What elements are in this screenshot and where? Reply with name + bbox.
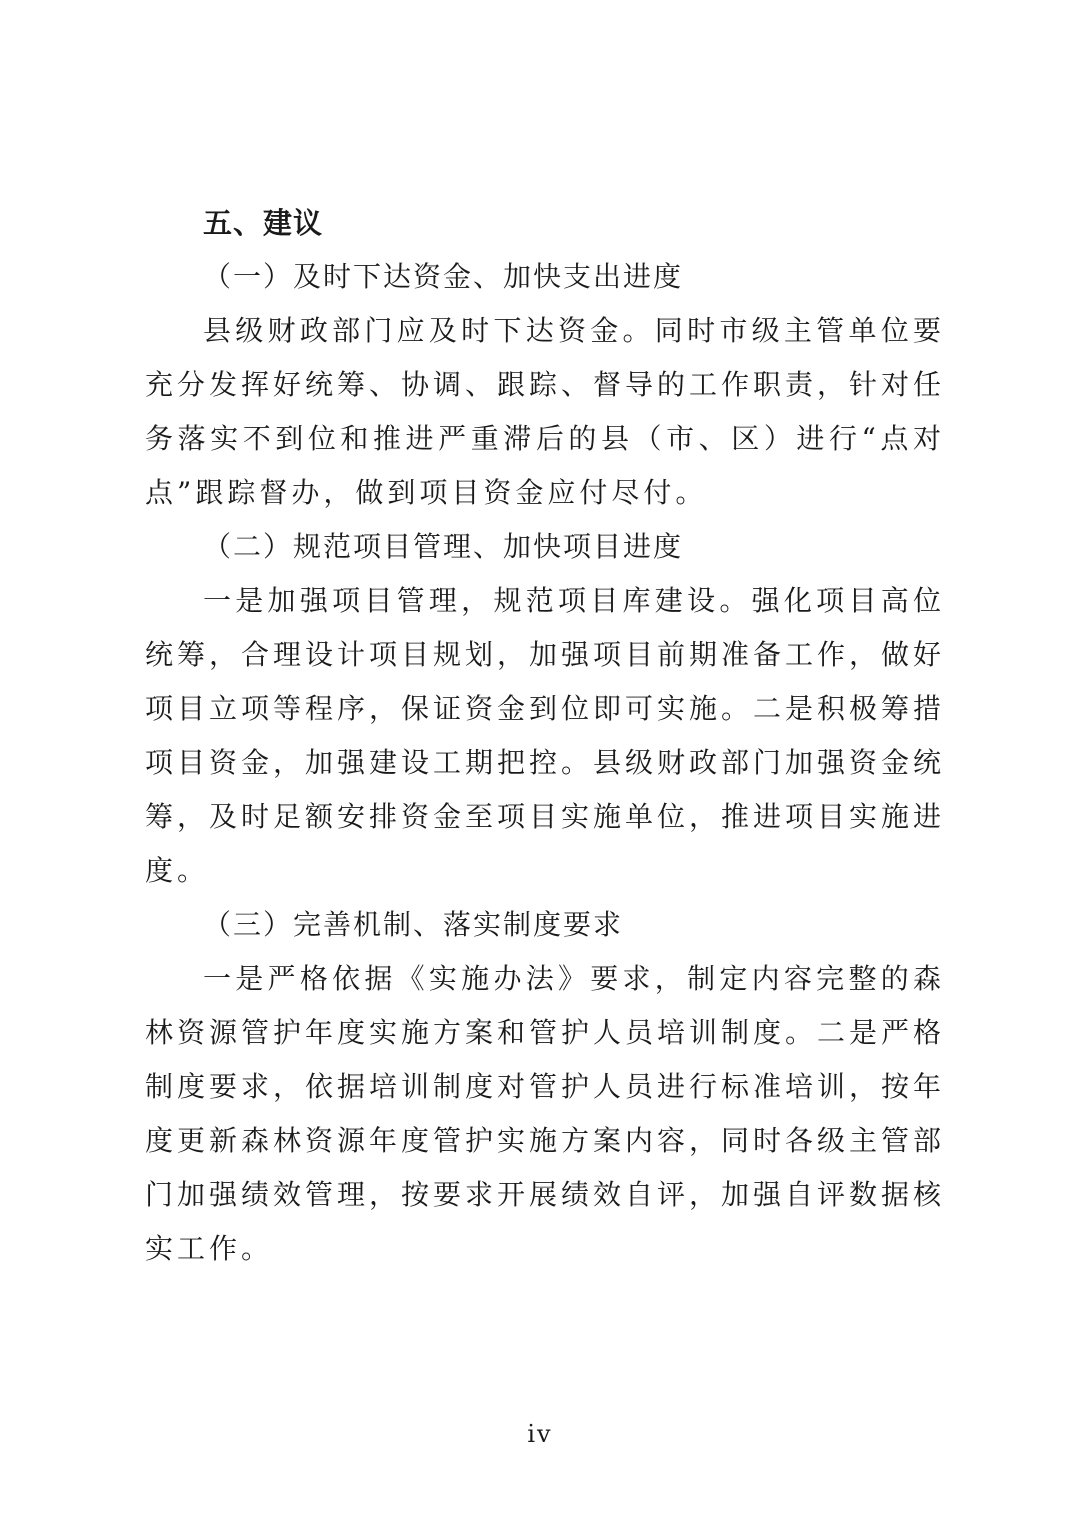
page-number: iv	[527, 1420, 553, 1448]
subsection-paragraph-3: 一是严格依据《实施办法》要求，制定内容完整的森林资源管护年度实施方案和管护人员培训制度。二是严格制度要求，依据培训制度对管护人员进行标准培训，按年度更新森林资源年度管护实施方案内容，同时各级主管部门加强绩效管理，按要求开展绩效自评，加强自评数据核实工作。	[145, 962, 946, 1265]
subsection-paragraph-2: 一是加强项目管理，规范项目库建设。强化项目高位统筹，合理设计项目规划，加强项目前期准备工作，做好项目立项等程序，保证资金到位即可实施。二是积极筹措项目资金，加强建设工期把控。县级财政部门加强资金统筹，及时足额安排资金至项目实施单位，推进项目实施进度。	[145, 584, 946, 887]
subsection-title-2: （二）规范项目管理、加快项目进度	[203, 530, 684, 563]
subsection-title-3: （三）完善机制、落实制度要求	[203, 908, 624, 941]
section-heading: 五、建议	[203, 206, 324, 240]
subsection-paragraph-1: 县级财政部门应及时下达资金。同时市级主管单位要充分发挥好统筹、协调、跟踪、督导的工作职责，针对任务落实不到位和推进严重滞后的县（市、区）进行“点对点”跟踪督办，做到项目资金应付尽付。	[145, 314, 946, 509]
subsection-title-1: （一）及时下达资金、加快支出进度	[203, 260, 684, 293]
document-body	[145, 196, 945, 1276]
